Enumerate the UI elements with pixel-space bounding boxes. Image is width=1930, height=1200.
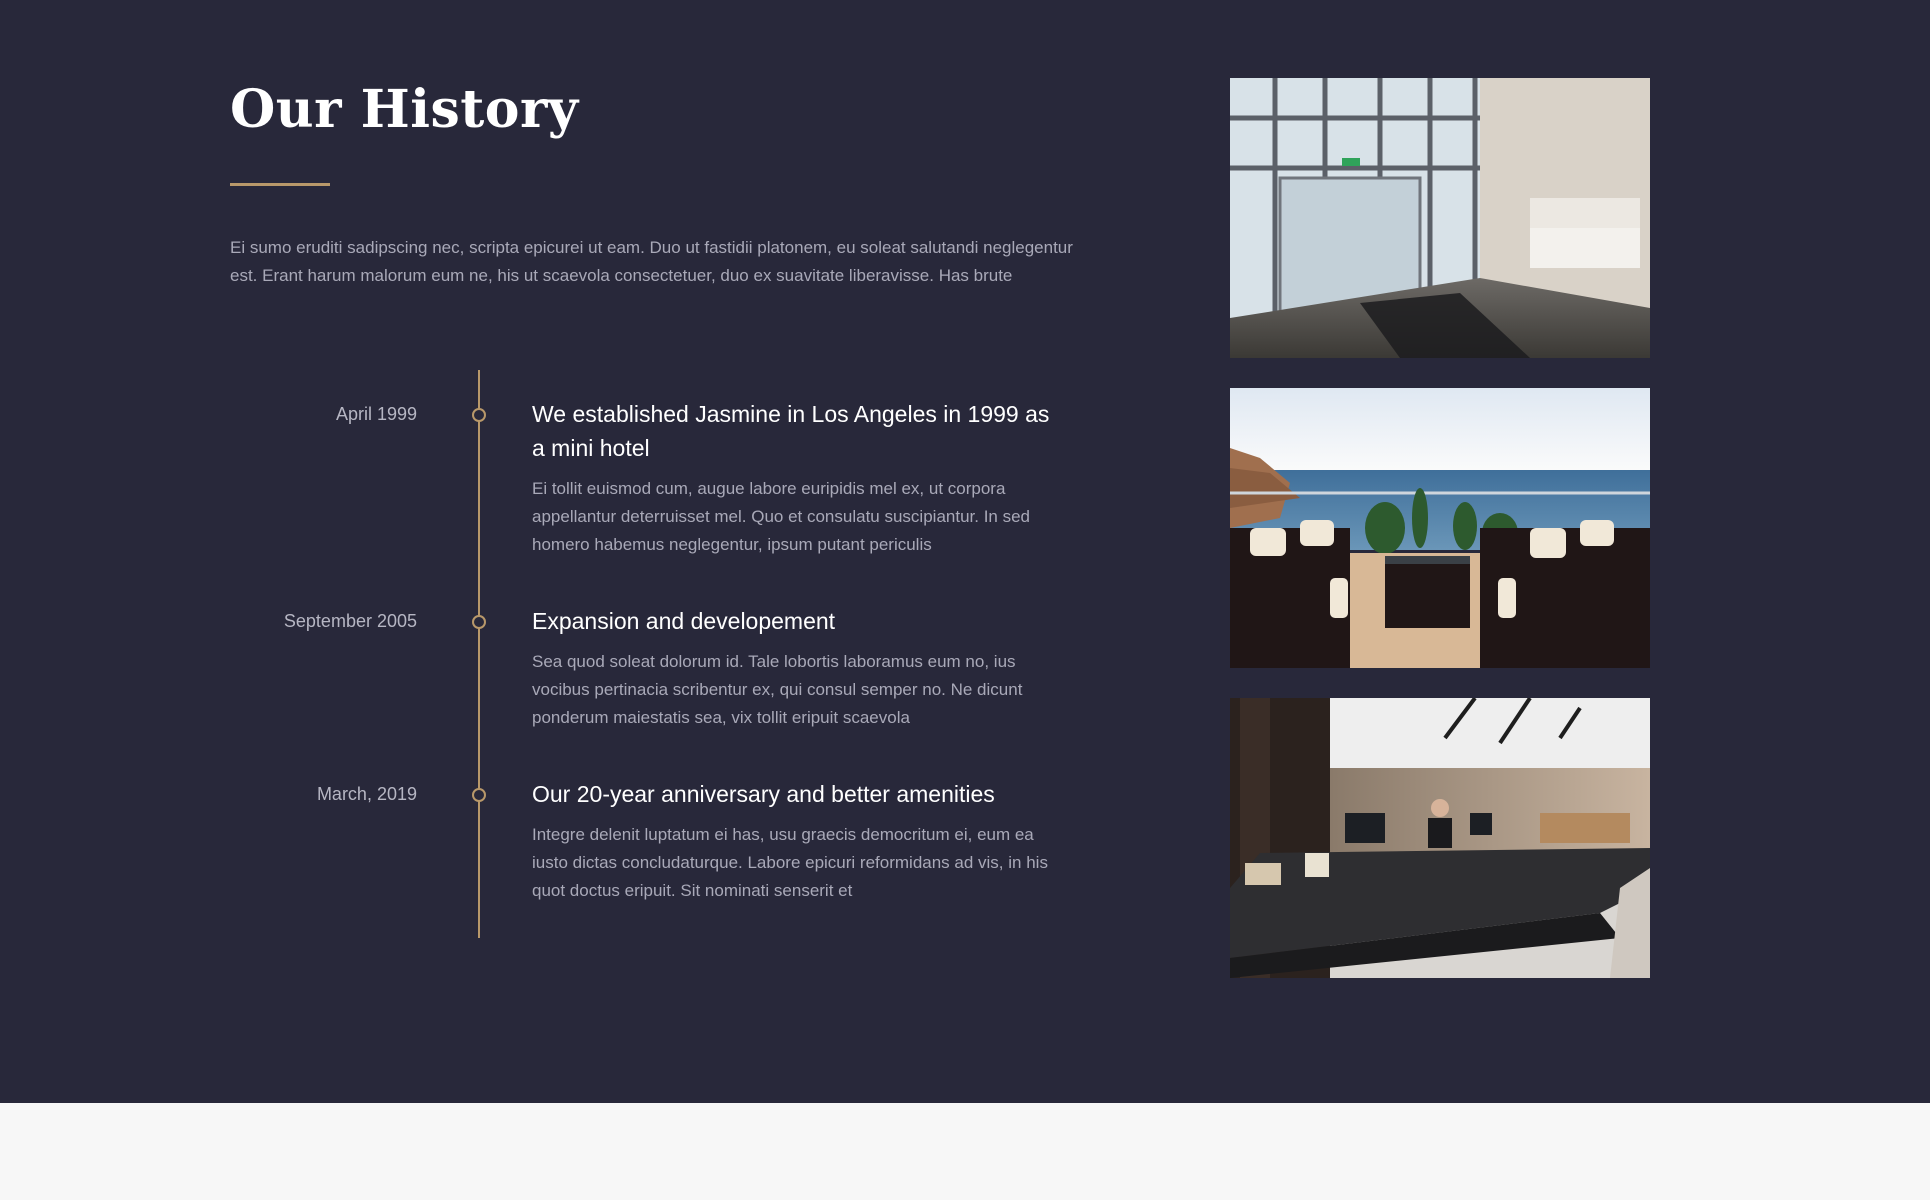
timeline-title: Expansion and developement	[532, 608, 836, 634]
timeline-text: Ei tollit euismod cum, augue labore euripidis mel ex, ut corpora appellantur deterruisset mel. Quo et consulatu suscipiantur. In sed homero habemus neglegentur, ipsum putant periculis	[532, 479, 1031, 554]
timeline-title: Our 20-year anniversary and better amenities	[532, 781, 995, 807]
sea-terrace-photo	[1230, 388, 1650, 668]
timeline-title: We established Jasmine in Los Angeles in 1999 as a mini hotel	[532, 401, 1050, 461]
timeline-date: September 2005	[283, 611, 417, 631]
timeline-dot-icon	[472, 788, 486, 802]
timeline-dot-icon	[472, 615, 486, 629]
reception-desk-photo	[1230, 698, 1650, 978]
timeline-text: Sea quod soleat dolorum id. Tale lobortis laboramus eum no, ius vocibus pertinacia scribentur ex, qui consul semper no. Ne dicunt ponderum maiestatis sea, vix tollit eripuit scaevola	[532, 652, 1023, 727]
timeline-line	[478, 370, 480, 938]
intro-paragraph: Ei sumo eruditi sadipscing nec, scripta epicurei ut eam. Duo ut fastidii platonem, eu soleat salutandi neglegentur est. Erant harum malorum eum ne, his ut scaevola consectetuer, duo ex suavitate liberavisse. Has brute	[230, 238, 1073, 285]
page-title: Our History	[230, 79, 579, 140]
hotel-lobby-photo	[1230, 78, 1650, 358]
timeline-text: Integre delenit luptatum ei has, usu graecis democritum ei, eum ea iusto dictas concludaturque. Labore epicuri reformidans ad vis, in his quot doctus eripuit. Sit nominati senserit et	[532, 825, 1048, 900]
timeline-dot-icon	[472, 408, 486, 422]
timeline-date: March, 2019	[316, 784, 417, 804]
title-divider	[230, 183, 330, 186]
timeline-date: April 1999	[335, 404, 417, 424]
